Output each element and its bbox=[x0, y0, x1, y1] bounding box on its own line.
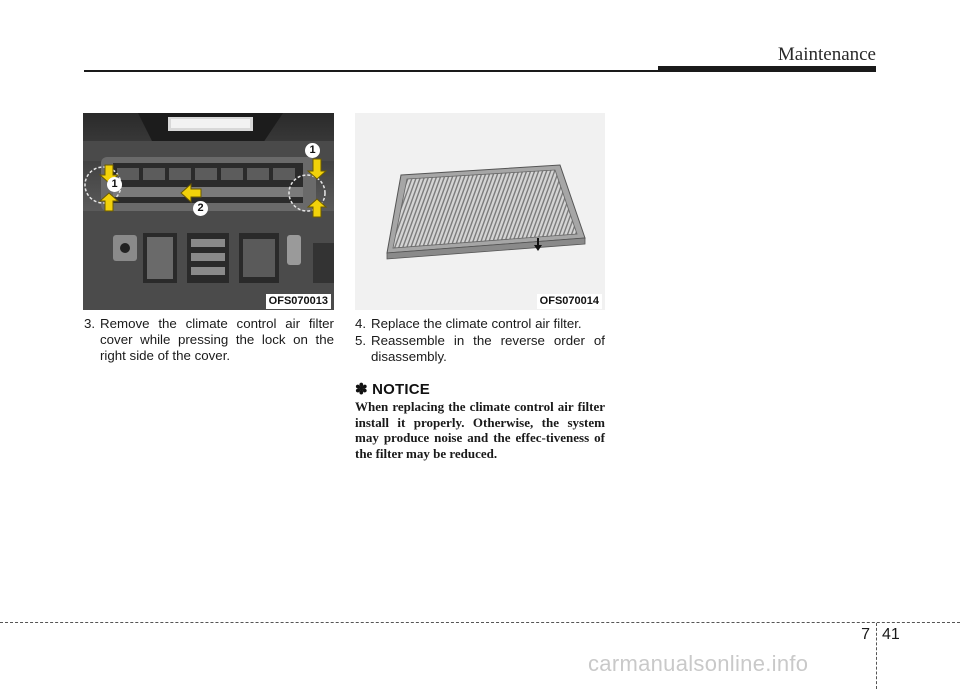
notice-body: When replacing the climate control air filter install it properly. Otherwise, the system may produce noise and the effec-tiveness of the filter may be reduced. bbox=[355, 399, 605, 461]
step-text: Reassemble in the reverse order of disassembly. bbox=[371, 333, 605, 364]
step-number: 4. bbox=[355, 316, 367, 331]
header-rule-accent bbox=[658, 66, 876, 72]
filter-cover-illustration bbox=[83, 113, 334, 310]
figure-air-filter bbox=[355, 113, 605, 310]
figure-code: OFS070014 bbox=[537, 294, 602, 309]
watermark: carmanualsonline.info bbox=[588, 651, 809, 676]
figure-filter-cover-removal bbox=[83, 113, 334, 310]
steps-left-column bbox=[84, 316, 334, 364]
footer-rule bbox=[0, 622, 960, 623]
step-text: Replace the climate control air filter. bbox=[371, 316, 582, 331]
callout-2: 2 bbox=[193, 201, 208, 216]
step-text: Remove the climate control air filter cover while pressing the lock on the right side of the cover. bbox=[100, 316, 334, 363]
step-item bbox=[84, 316, 334, 364]
figure-code: OFS070013 bbox=[266, 294, 331, 309]
section-title: Maintenance bbox=[777, 44, 876, 65]
page-number: 41 bbox=[882, 626, 900, 643]
step-item bbox=[355, 316, 605, 332]
air-filter-illustration bbox=[355, 113, 605, 310]
step-number: 5. bbox=[355, 333, 367, 348]
step-number: 3. bbox=[84, 316, 96, 331]
steps-right-column bbox=[355, 316, 605, 366]
footer-divider bbox=[876, 623, 877, 689]
chapter-number: 7 bbox=[861, 626, 870, 643]
header-rule bbox=[84, 70, 660, 72]
notice-heading: ✽ NOTICE bbox=[355, 381, 431, 398]
callout-1-right: 1 bbox=[305, 143, 320, 158]
step-item bbox=[355, 333, 605, 365]
callout-1-left: 1 bbox=[107, 177, 122, 192]
